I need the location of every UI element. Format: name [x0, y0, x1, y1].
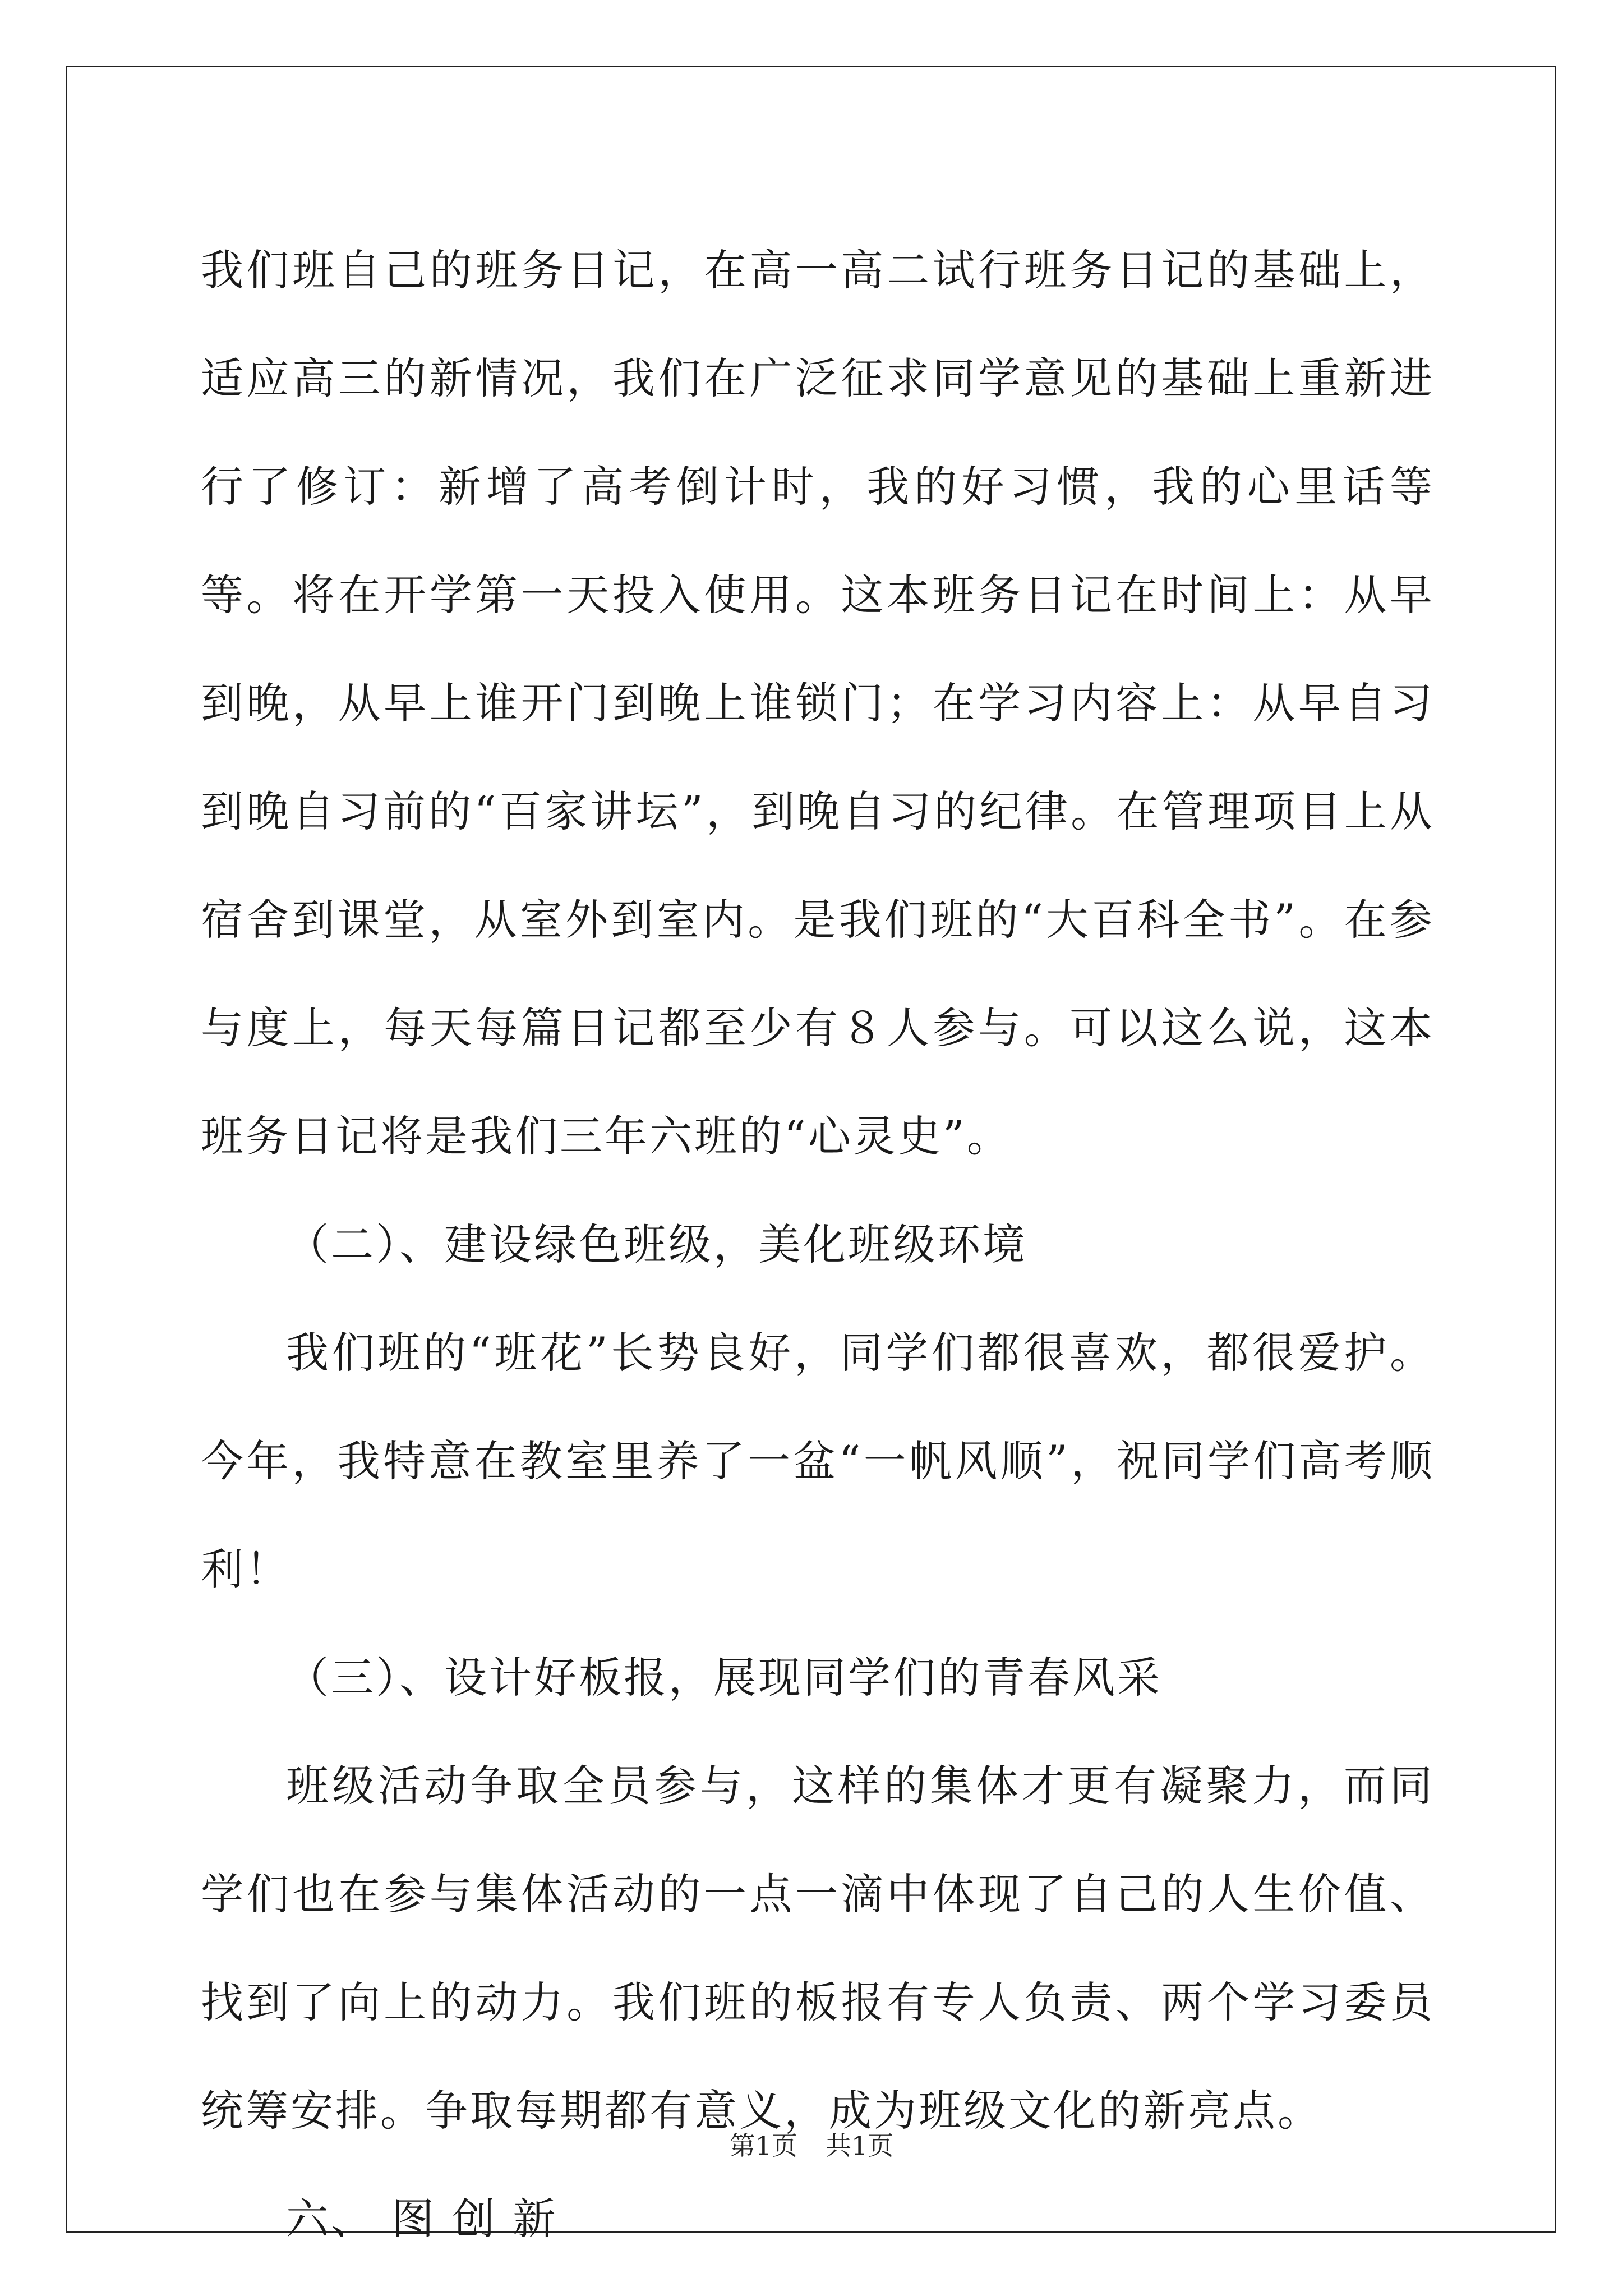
paragraph-class-diary: 我们班自己的班务日记，在高一高二试行班务日记的基础上，适应高三的新情况，我们在广泛征求同学意见的基础上重新进行了修订：新增了高考倒计时，我的好习惯，我的心里话等等。将在开学第一天投入使用。这本班务日记在时间上：从早到晚，从早上谁开门到晚上谁锁门；在学习内容上：从早自习到晚自习前的“百家讲坛”，到晚自习的纪律。在管理项目上从宿舍到课堂，从室外到室内。是我们班的“大百科全书”。在参与度上，每天每篇日记都至少有８人参与。可以这么说，这本班务日记将是我们三年六班的“心灵史”。: [201, 245, 1435, 1161]
paragraph-class-activities: 班级活动争取全员参与，这样的集体才更有凝聚力，而同学们也在参与集体活动的一点一滴中体现了自己的人生价值、找到了向上的动力。我们班的板报有专人负责、两个学习委员统筹安排。争取每期都有意义，成为班级文化的新亮点。: [201, 1761, 1435, 2136]
heading-green-class: （二）、建设绿色班级，美化班级环境: [286, 1220, 1027, 1269]
page-number: 第1页: [729, 2131, 797, 2161]
heading-innovation: 六、 图 创 新: [286, 2194, 558, 2244]
heading-blackboard: （三）、设计好板报，展现同学们的青春风采: [286, 1653, 1162, 1703]
paragraph-class-flower: 我们班的“班花”长势良好，同学们都很喜欢，都很爱护。今年，我特意在教室里养了一盆“一帆风顺”，祝同学们高考顺利！: [201, 1328, 1435, 1594]
page-total: 共1页: [826, 2131, 894, 2161]
document-body: [201, 216, 1435, 2273]
page-footer: [0, 2129, 1623, 2162]
